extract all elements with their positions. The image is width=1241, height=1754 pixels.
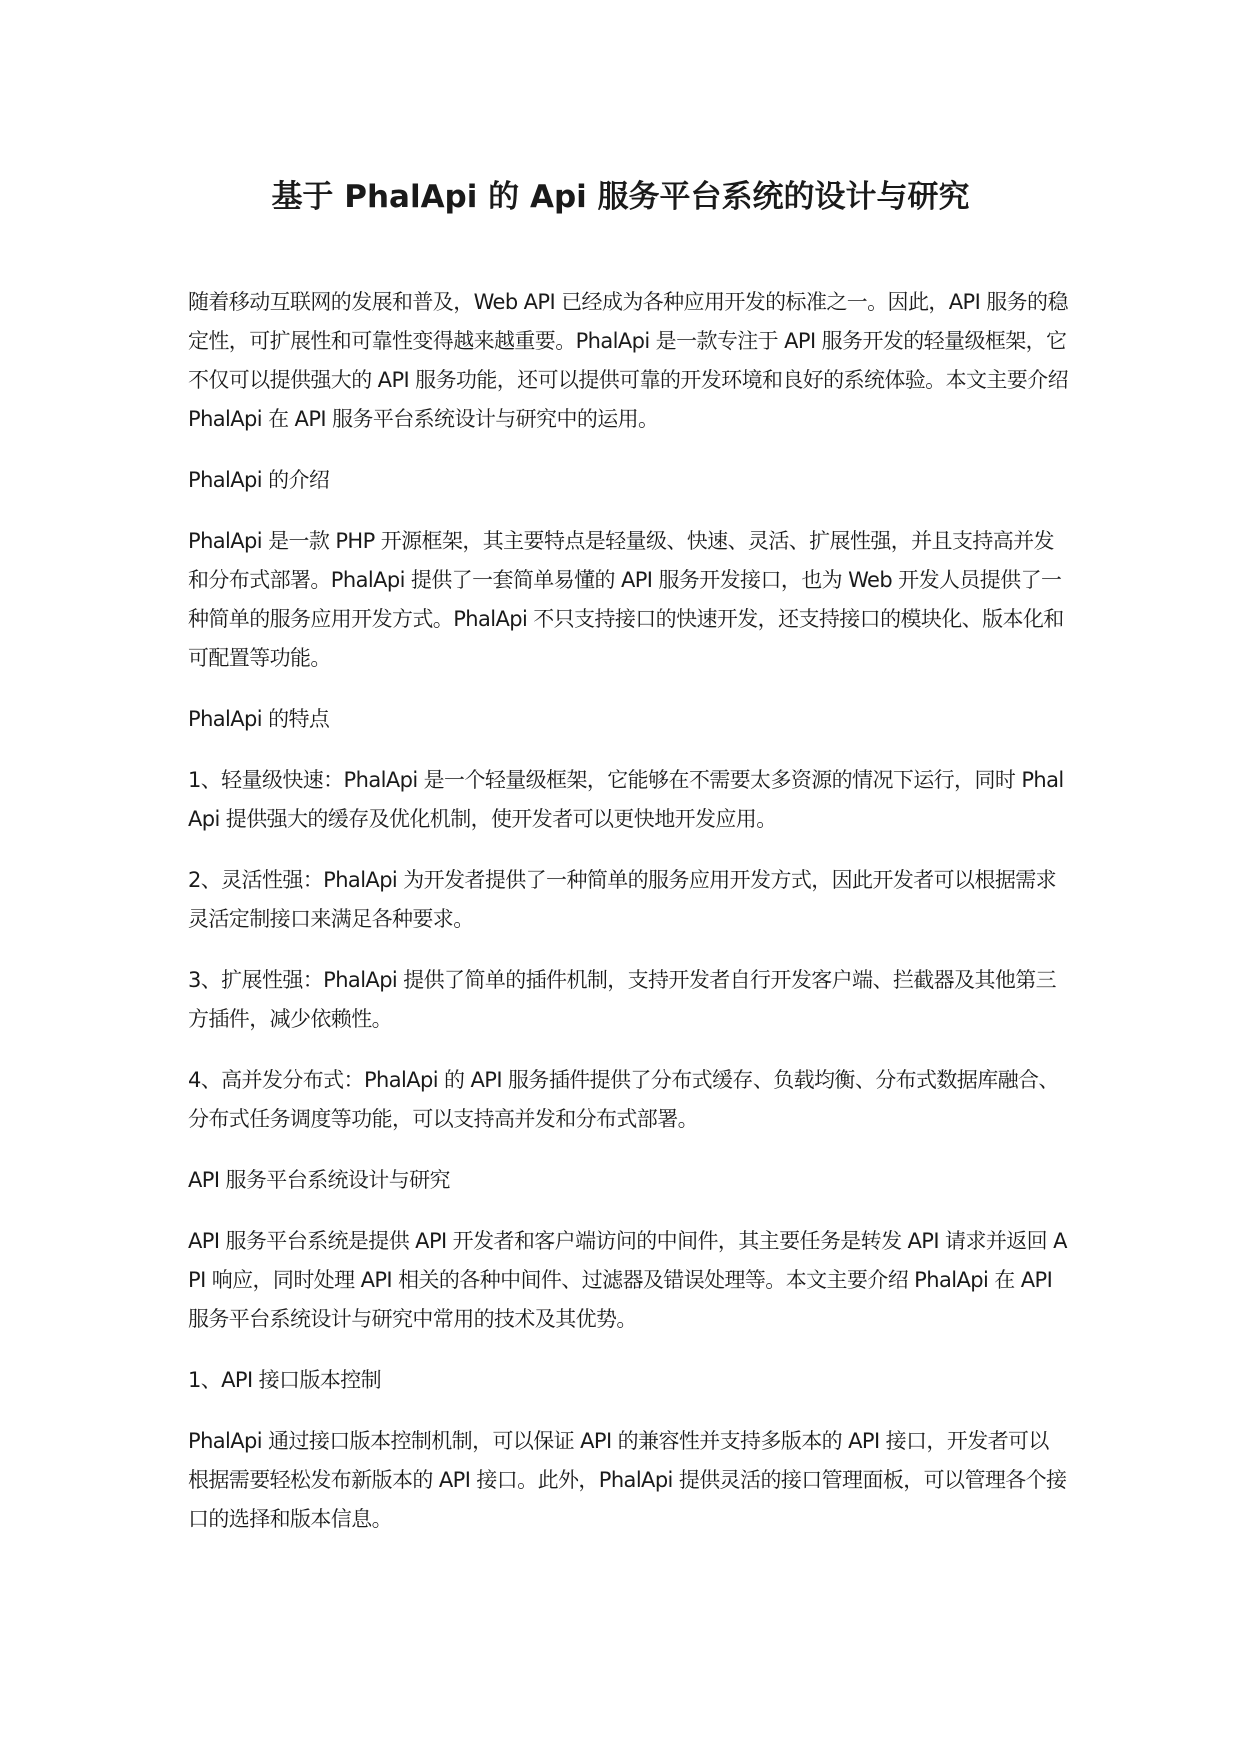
- platform-design-paragraph: API 服务平台系统是提供 API 开发者和客户端访问的中间件，其主要任务是转发 API 请求并返回 API 响应，同时处理 API 相关的各种中间件、过滤器及错误处理等。本文主要介绍 PhalApi 在 API 服务平台系统设计与研究中常用的技术及其优势。: [188, 1229, 1067, 1331]
- feature-item-distributed: 4、高并发分布式：PhalApi 的 API 服务插件提供了分布式缓存、负载均衡、分布式数据库融合、分布式任务调度等功能，可以支持高并发和分布式部署。: [188, 1068, 1059, 1131]
- section-heading-version-control: 1、API 接口版本控制: [188, 1368, 382, 1392]
- feature-item-flexibility: 2、灵活性强：PhalApi 为开发者提供了一种简单的服务应用开发方式，因此开发者可以根据需求灵活定制接口来满足各种要求。: [188, 868, 1057, 931]
- document-body: [188, 283, 1068, 1561]
- document-title: 基于 PhalApi 的 Api 服务平台系统的设计与研究: [271, 179, 970, 215]
- section-heading-features: PhalApi 的特点: [188, 707, 330, 731]
- feature-item-extensibility: 3、扩展性强：PhalApi 提供了简单的插件机制，支持开发者自行开发客户端、拦截器及其他第三方插件，减少依赖性。: [188, 968, 1057, 1031]
- feature-item-lightweight: 1、轻量级快速：PhalApi 是一个轻量级框架，它能够在不需要太多资源的情况下运行，同时 PhalApi 提供强大的缓存及优化机制，使开发者可以更快地开发应用。: [188, 768, 1064, 831]
- section-heading-introduction: PhalApi 的介绍: [188, 468, 330, 492]
- intro-paragraph: 随着移动互联网的发展和普及，Web API 已经成为各种应用开发的标准之一。因此，API 服务的稳定性，可扩展性和可靠性变得越来越重要。PhalApi 是一款专注于 API 服务开发的轻量级框架，它不仅可以提供强大的 API 服务功能，还可以提供可靠的开发环境和良好的系统体验。本文主要介绍 PhalApi 在 API 服务平台系统设计与研究中的运用。: [188, 290, 1068, 431]
- section-heading-platform-design: API 服务平台系统设计与研究: [188, 1168, 450, 1192]
- introduction-paragraph: PhalApi 是一款 PHP 开源框架，其主要特点是轻量级、快速、灵活、扩展性强，并且支持高并发和分布式部署。PhalApi 提供了一套简单易懂的 API 服务开发接口，也为 Web 开发人员提供了一种简单的服务应用开发方式。PhalApi 不只支持接口的快速开发，还支持接口的模块化、版本化和可配置等功能。: [188, 529, 1064, 670]
- version-control-paragraph: PhalApi 通过接口版本控制机制，可以保证 API 的兼容性并支持多版本的 API 接口，开发者可以根据需要轻松发布新版本的 API 接口。此外，PhalApi 提供灵活的接口管理面板，可以管理各个接口的选择和版本信息。: [188, 1429, 1067, 1531]
